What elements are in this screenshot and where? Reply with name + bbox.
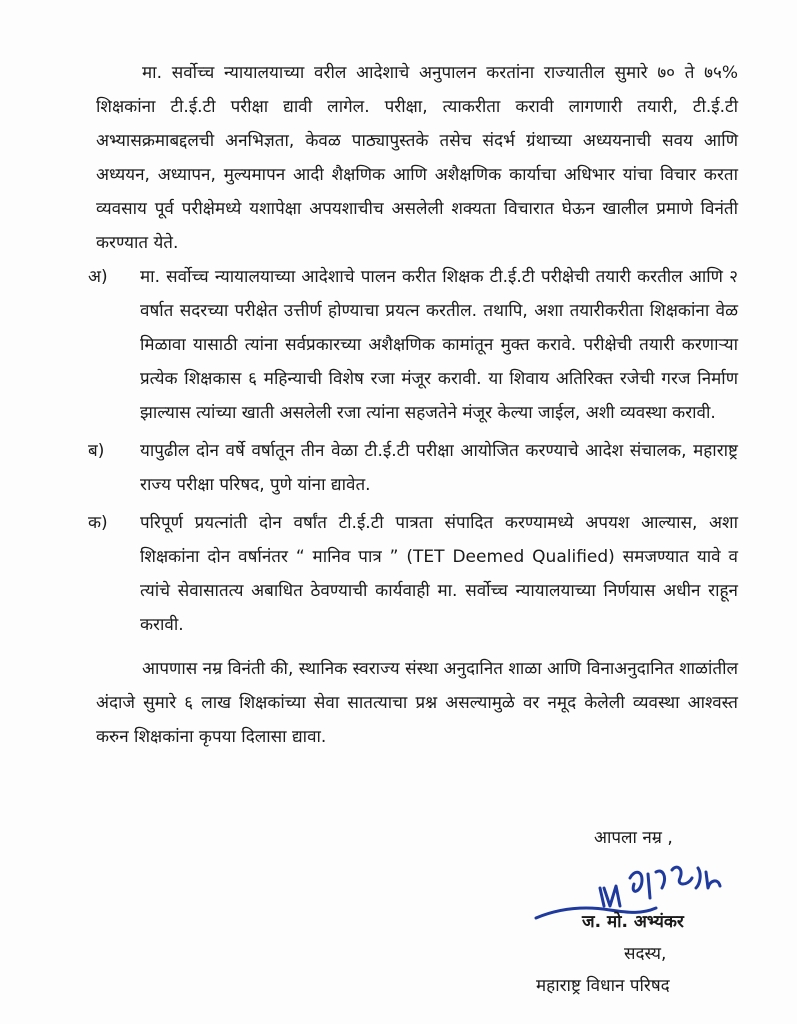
letter-body [88, 56, 738, 754]
item-text-b: यापुढील दोन वर्षे वर्षातून तीन वेळा टी.ई.टी परीक्षा आयोजित करण्याचे आदेश संचालक, महाराष्ट्र राज्य परीक्षा परिषद, पुणे यांना द्यावेत. [140, 441, 738, 495]
request-item-c [88, 506, 738, 642]
request-item-b [88, 434, 738, 502]
signatory-organization: महाराष्ट्र विधान परिषद [536, 976, 670, 996]
closing-paragraph: आपणास नम्र विनंती की, स्थानिक स्वराज्य संस्था अनुदानित शाळा आणि विनाअनुदानित शाळांतील अंदाजे सुमारे ६ लाख शिक्षकांच्या सेवा सातत्याचा प्रश्न असल्यामुळे वर नमूद केलेली व्यवस्था आश्वस्त करुन शिक्षकांना कृपया दिलासा द्यावा. [96, 659, 738, 747]
signatory-title: सदस्य, [624, 944, 667, 964]
item-marker-a: अ) [88, 267, 108, 287]
item-text-a: मा. सर्वोच्च न्यायालयाच्या आदेशाचे पालन करीत शिक्षक टी.ई.टी परीक्षेची तयारी करतील आणि २ वर्षात सदरच्या परीक्षेत उत्तीर्ण होण्याचा प्रयत्न करतील. तथापि, अशा तयारीकरीता शिक्षकांना वेळ मिळावा यासाठी त्यांना सर्वप्रकारच्या अशैक्षणिक कामांतून मुक्त करावे. परीक्षेची तयारी करणाऱ्या प्रत्येक शिक्षकास ६ महिन्याची विशेष रजा मंजूर करावी. या शिवाय अतिरिक्त रजेची गरज निर्माण झाल्यास त्यांच्या खाती असलेली रजा त्यांना सहजतेने मंजूर केल्या जाईल, अशी व्यवस्था करावी. [140, 267, 738, 423]
request-item-a [88, 260, 738, 430]
item-marker-b: ब) [88, 441, 105, 461]
item-text-c: परिपूर्ण प्रयत्नांती दोन वर्षांत टी.ई.टी पात्रता संपादित करण्यामध्ये अपयश आल्यास, अशा शिक्षकांना दोन वर्षानंतर “ मानिव पात्र ” (TET Deemed Qualified) समजण्यात यावे व त्यांचे सेवासातत्य अबाधित ठेवण्याची कार्यवाही मा. सर्वोच्च न्यायालयाच्या निर्णयास अधीन राहून करावी. [140, 513, 738, 635]
signature-closing: आपला नम्र , [594, 828, 673, 848]
signatory-name: ज. मो. अभ्यंकर [582, 912, 684, 932]
item-marker-c: क) [88, 513, 108, 533]
intro-paragraph: मा. सर्वोच्च न्यायालयाच्या वरील आदेशाचे अनुपालन करतांना राज्यातील सुमारे ७० ते ७५% शिक्षकांना टी.ई.टी परीक्षा द्यावी लागेल. परीक्षा, त्याकरीता करावी लागणारी तयारी, टी.ई.टी अभ्यासक्रमाबद्दलची अनभिज्ञता, केवळ पाठ्यापुस्तके तसेच संदर्भ ग्रंथाच्या अध्ययनाची सवय आणि अध्ययन, अध्यापन, मुल्यमापन आदी शैक्षणिक आणि अशैक्षणिक कार्याचा अधिभार यांचा विचार करता व्यवसाय पूर्व परीक्षेमध्ये यशापेक्षा अपयशाचीच असलेली शक्यता विचारात घेऊन खालील प्रमाणे विनंती करण्यात येते. [96, 63, 738, 253]
